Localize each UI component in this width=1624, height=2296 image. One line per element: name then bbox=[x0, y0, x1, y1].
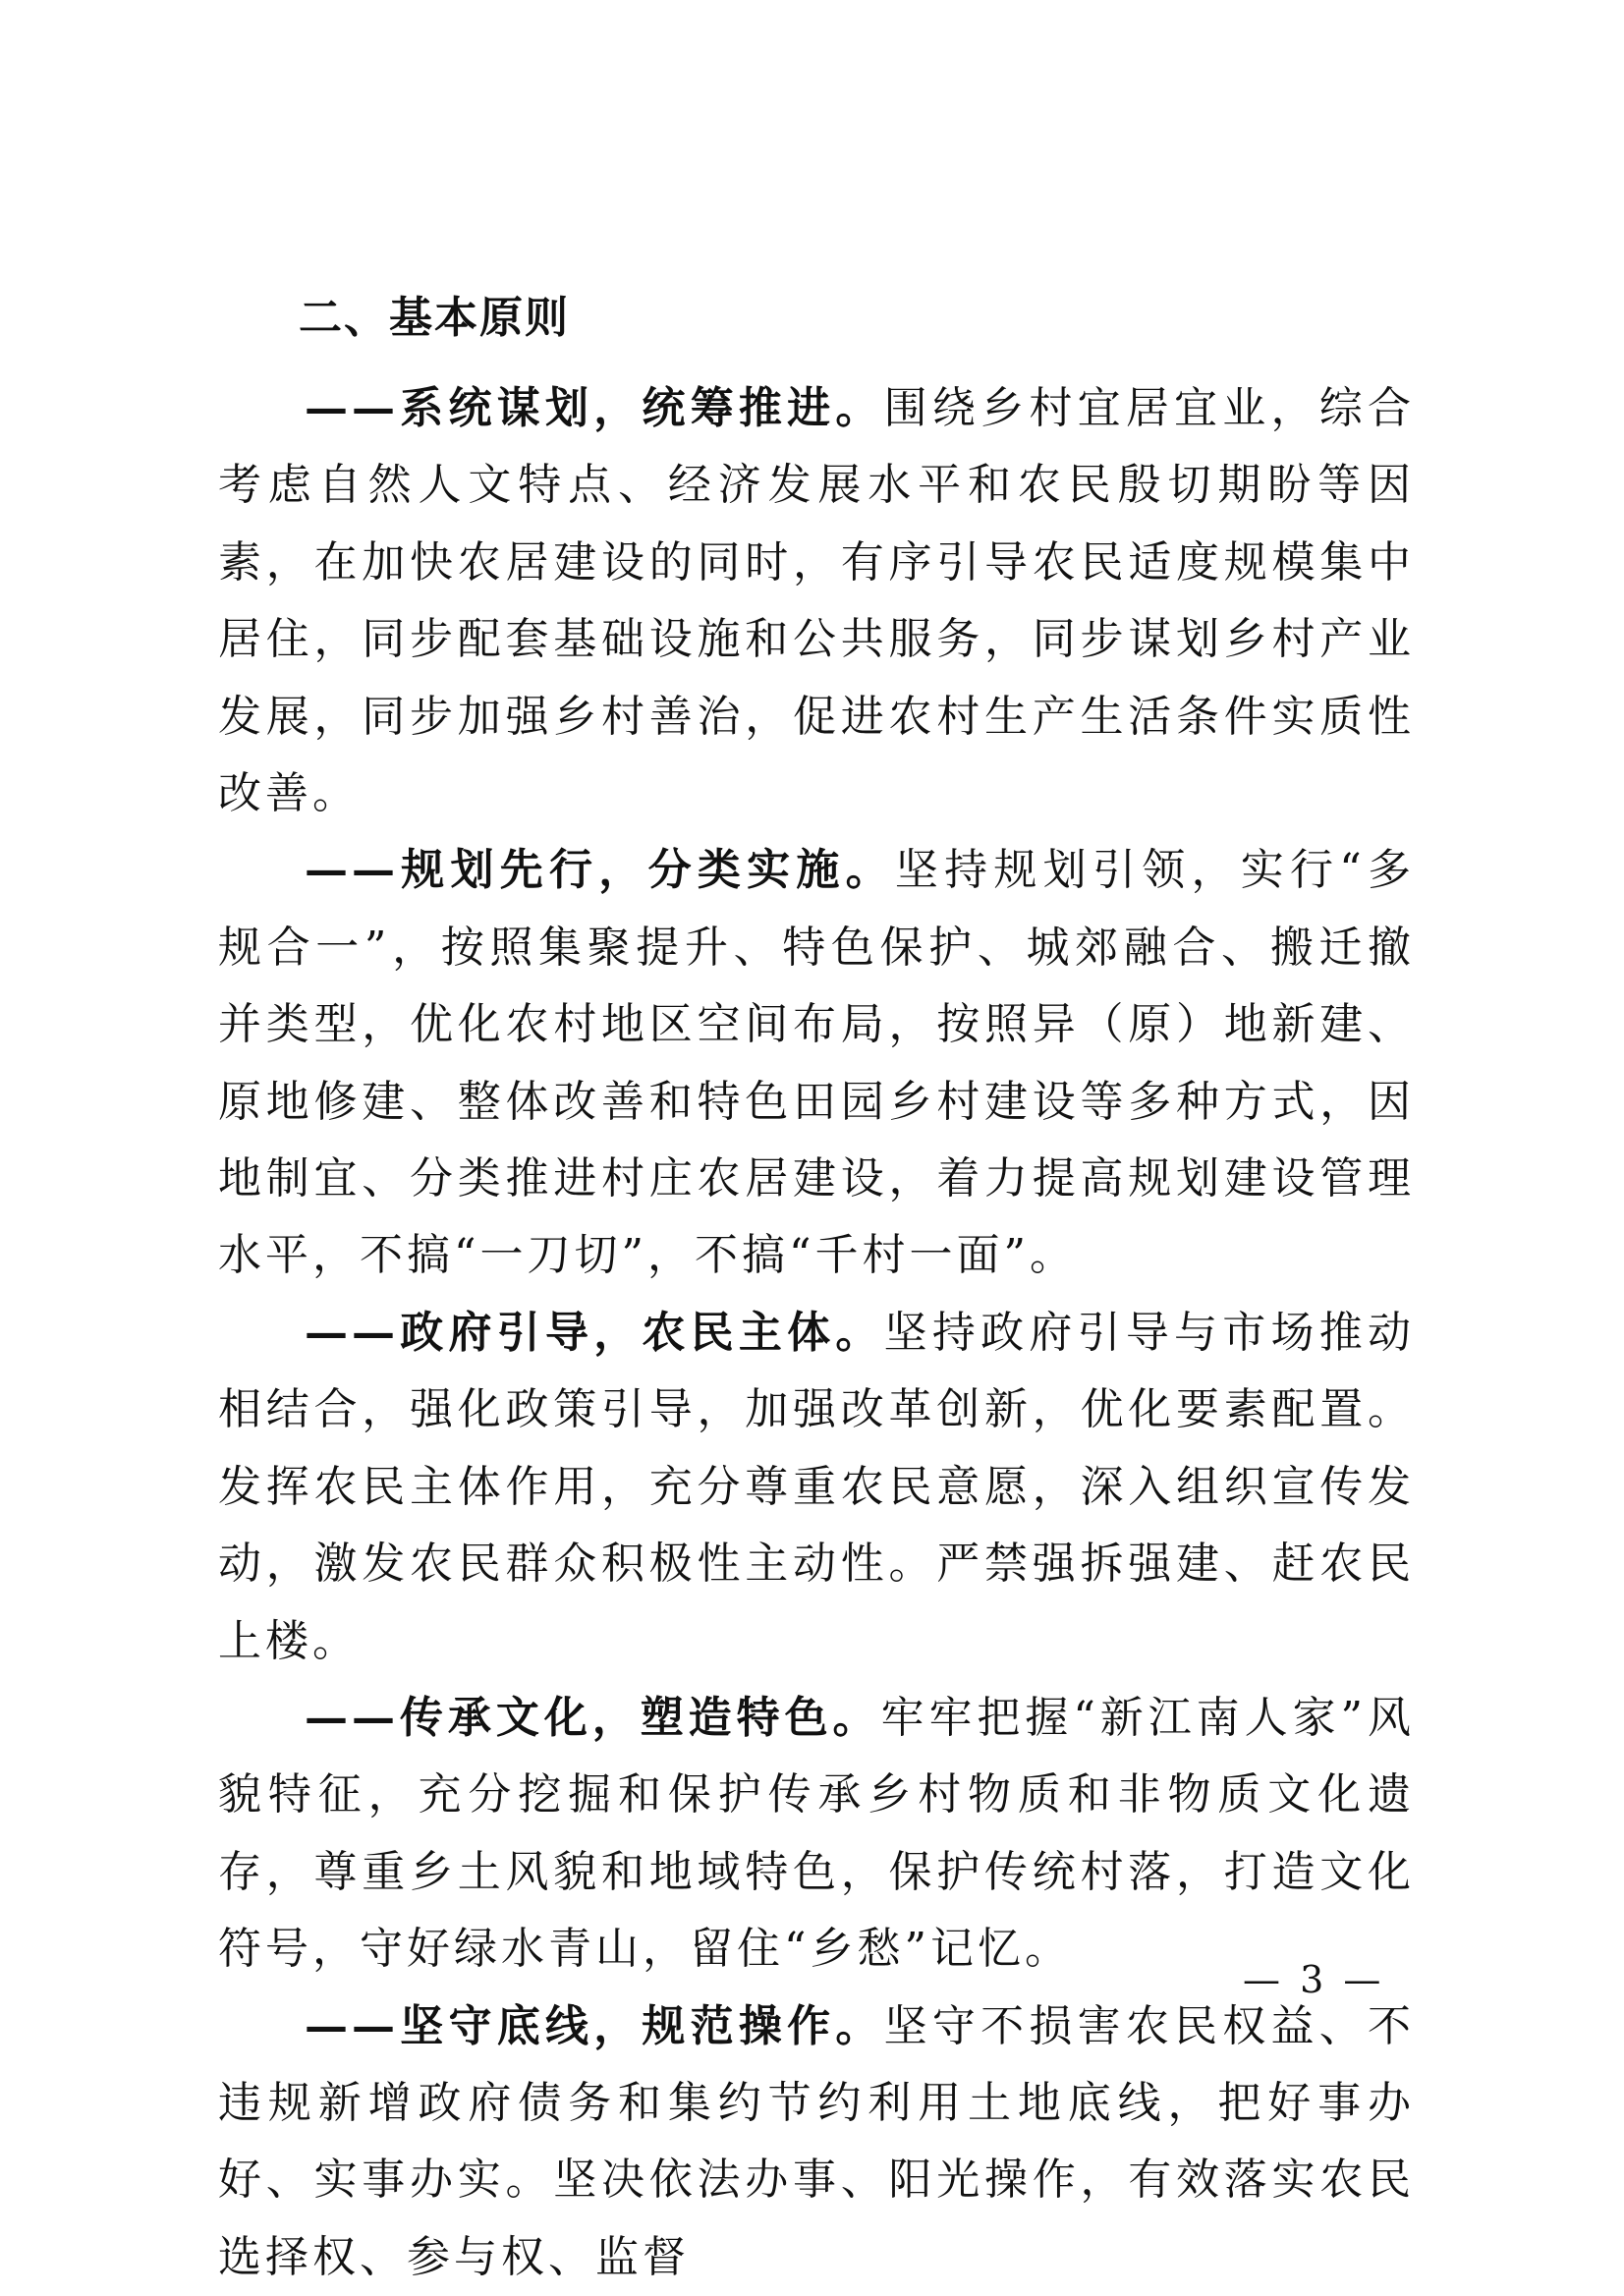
principle-2-body: 坚持规划引领，实行“多规合一”，按照集聚提升、特色保护、城郊融合、搬迁撤并类型，优化农村地区空间布局，按照异（原）地新建、原地修建、整体改善和特色田园乡村建设等多种方式，因地制宜、分类推进村庄农居建设，着力提高规划建设管理水平，不搞“一刀切”，不搞“千村一面”。 bbox=[218, 845, 1416, 1281]
principle-5-body: 坚守不损害农民权益、不违规新增政府债务和集约节约利用土地底线，把好事办好、实事办实。坚决依法办事、阳光操作，有效落实农民选择权、参与权、监督 bbox=[218, 2000, 1416, 2282]
principle-3-lead: ——政府引导，农民主体。 bbox=[305, 1307, 884, 1358]
page-content bbox=[218, 290, 1415, 2296]
principle-2-lead: ——规划先行，分类实施。 bbox=[305, 845, 895, 896]
page-number: — 3 — bbox=[1243, 1958, 1385, 2001]
principle-4-body: 牢牢把握“新江南人家”风貌特征，充分挖掘和保护传承乡村物质和非物质文化遗存，尊重乡土风貌和地域特色，保护传统村落，打造文化符号，守好绿水青山，留住“乡愁”记忆。 bbox=[218, 1692, 1415, 1975]
paragraph-principle-5 bbox=[218, 1988, 1415, 2296]
paragraph-principle-1 bbox=[218, 370, 1415, 832]
principle-1-body: 围绕乡村宜居宜业，综合考虑自然人文特点、经济发展水平和农民殷切期盼等因素，在加快农居建设的同时，有序引导农民适度规模集中居住，同步配套基础设施和公共服务，同步谋划乡村产业发展，同步加强乡村善治，促进农村生产生活条件实质性改善。 bbox=[218, 383, 1416, 819]
principle-4-lead: ——传承文化，塑造特色。 bbox=[305, 1692, 881, 1743]
principle-1-lead: ——系统谋划，统筹推进。 bbox=[305, 383, 884, 433]
paragraph-principle-2 bbox=[218, 832, 1415, 1294]
principle-3-body: 坚持政府引导与市场推动相结合，强化政策引导，加强改革创新，优化要素配置。发挥农民主体作用，充分尊重农民意愿，深入组织宣传发动，激发农民群众积极性主动性。严禁强拆强建、赶农民上楼。 bbox=[218, 1307, 1416, 1666]
principle-5-lead: ——坚守底线，规范操作。 bbox=[305, 2000, 884, 2051]
section-heading: 二、基本原则 bbox=[299, 293, 570, 343]
paragraph-principle-3 bbox=[218, 1295, 1415, 1680]
paragraph-principle-4 bbox=[218, 1680, 1415, 1988]
